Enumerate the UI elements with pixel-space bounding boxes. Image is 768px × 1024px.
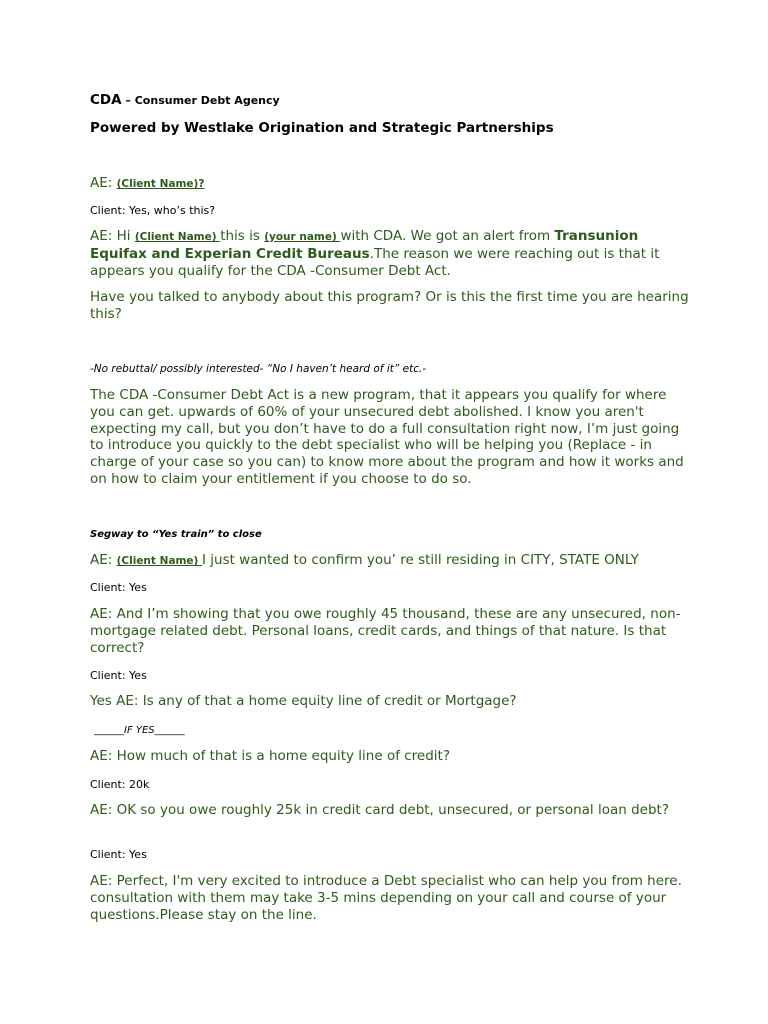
credit-bureaus-text: Transunion Equifax and Experian Credit Bureaus: [90, 228, 639, 262]
script-line-heloc-amount: AE: How much of that is a home equity line of credit?: [90, 748, 451, 764]
client-name-tag: (Client Name): [134, 231, 221, 243]
script-paragraph-closing: AE: Perfect, I'm very excited to introduce a Debt specialist who can help you from here. consultation with them may take 3-5 mins depending on your call and course of your questions.Please stay on the line.: [90, 873, 682, 923]
client-reply: Client: Yes: [90, 669, 147, 682]
script-line-home-equity: Yes AE: Is any of that a home equity line of credit or Mortgage?: [90, 693, 517, 709]
script-paragraph-intro: [90, 228, 690, 279]
text-run: this is: [220, 228, 265, 244]
your-name-tag: (your name): [264, 231, 341, 243]
underline-fill: ______: [94, 725, 124, 736]
powered-by-line: Powered by Westlake Origination and Strategic Partnerships: [90, 120, 554, 136]
script-line-confirm-city: [90, 552, 690, 570]
text-run: with CDA. We got an alert from: [340, 228, 555, 244]
script-line-ae-greeting: [90, 175, 690, 193]
script-line-owe-25k: AE: OK so you owe roughly 25k in credit card debt, unsecured, or personal loan debt?: [90, 802, 670, 818]
client-reply: Client: Yes: [90, 581, 147, 594]
script-paragraph-debt-amount: AE: And I’m showing that you owe roughly 45 thousand, these are any unsecured, non-mortgage related debt. Personal loans, credit cards, and things of that nature. Is that correct?: [90, 606, 681, 656]
client-name-tag: (Client Name)?: [116, 178, 205, 190]
text-run: .The reason we were reaching out is that it appears you qualify for the CDA -Consumer Debt Act.: [90, 245, 660, 279]
document-title: [90, 92, 690, 108]
client-reply: Client: 20k: [90, 778, 150, 791]
if-yes-label: IF YES: [124, 725, 155, 736]
speaker-prefix: AE:: [90, 175, 117, 191]
if-yes-divider: [94, 725, 694, 736]
note-no-rebuttal: -No rebuttal/ possibly interested- “No I haven’t heard of it” etc.-: [90, 363, 427, 375]
text-run: AE: Hi: [90, 228, 135, 244]
client-reply: Client: Yes: [90, 848, 147, 861]
underline-fill: ______: [154, 725, 185, 736]
brand-abbrev: CDA: [90, 92, 122, 108]
client-name-tag: (Client Name): [116, 555, 202, 567]
note-segway: Segway to “Yes train” to close: [90, 529, 262, 540]
script-paragraph-question: Have you talked to anybody about this program? Or is this the first time you are hearing this?: [90, 289, 689, 322]
speaker-prefix: AE:: [90, 552, 117, 568]
client-reply: Client: Yes, who’s this?: [90, 204, 216, 217]
script-paragraph-program: The CDA -Consumer Debt Act is a new program, that it appears you qualify for where you can get. upwards of 60% of your unsecured debt abolished. I know you aren't expecting my call, but you don’t have to do a full consultation right now, I’m just going to introduce you quickly to the debt specialist who will be helping you (Replace - in charge of your case so you can) to know more about the program and how it works and on how to claim your entitlement if you choose to do so.: [90, 387, 684, 487]
brand-full-name: Consumer Debt Agency: [134, 94, 280, 107]
text-run: I just wanted to confirm you’ re still residing in CITY, STATE ONLY: [201, 552, 639, 568]
title-dash: –: [121, 94, 135, 107]
